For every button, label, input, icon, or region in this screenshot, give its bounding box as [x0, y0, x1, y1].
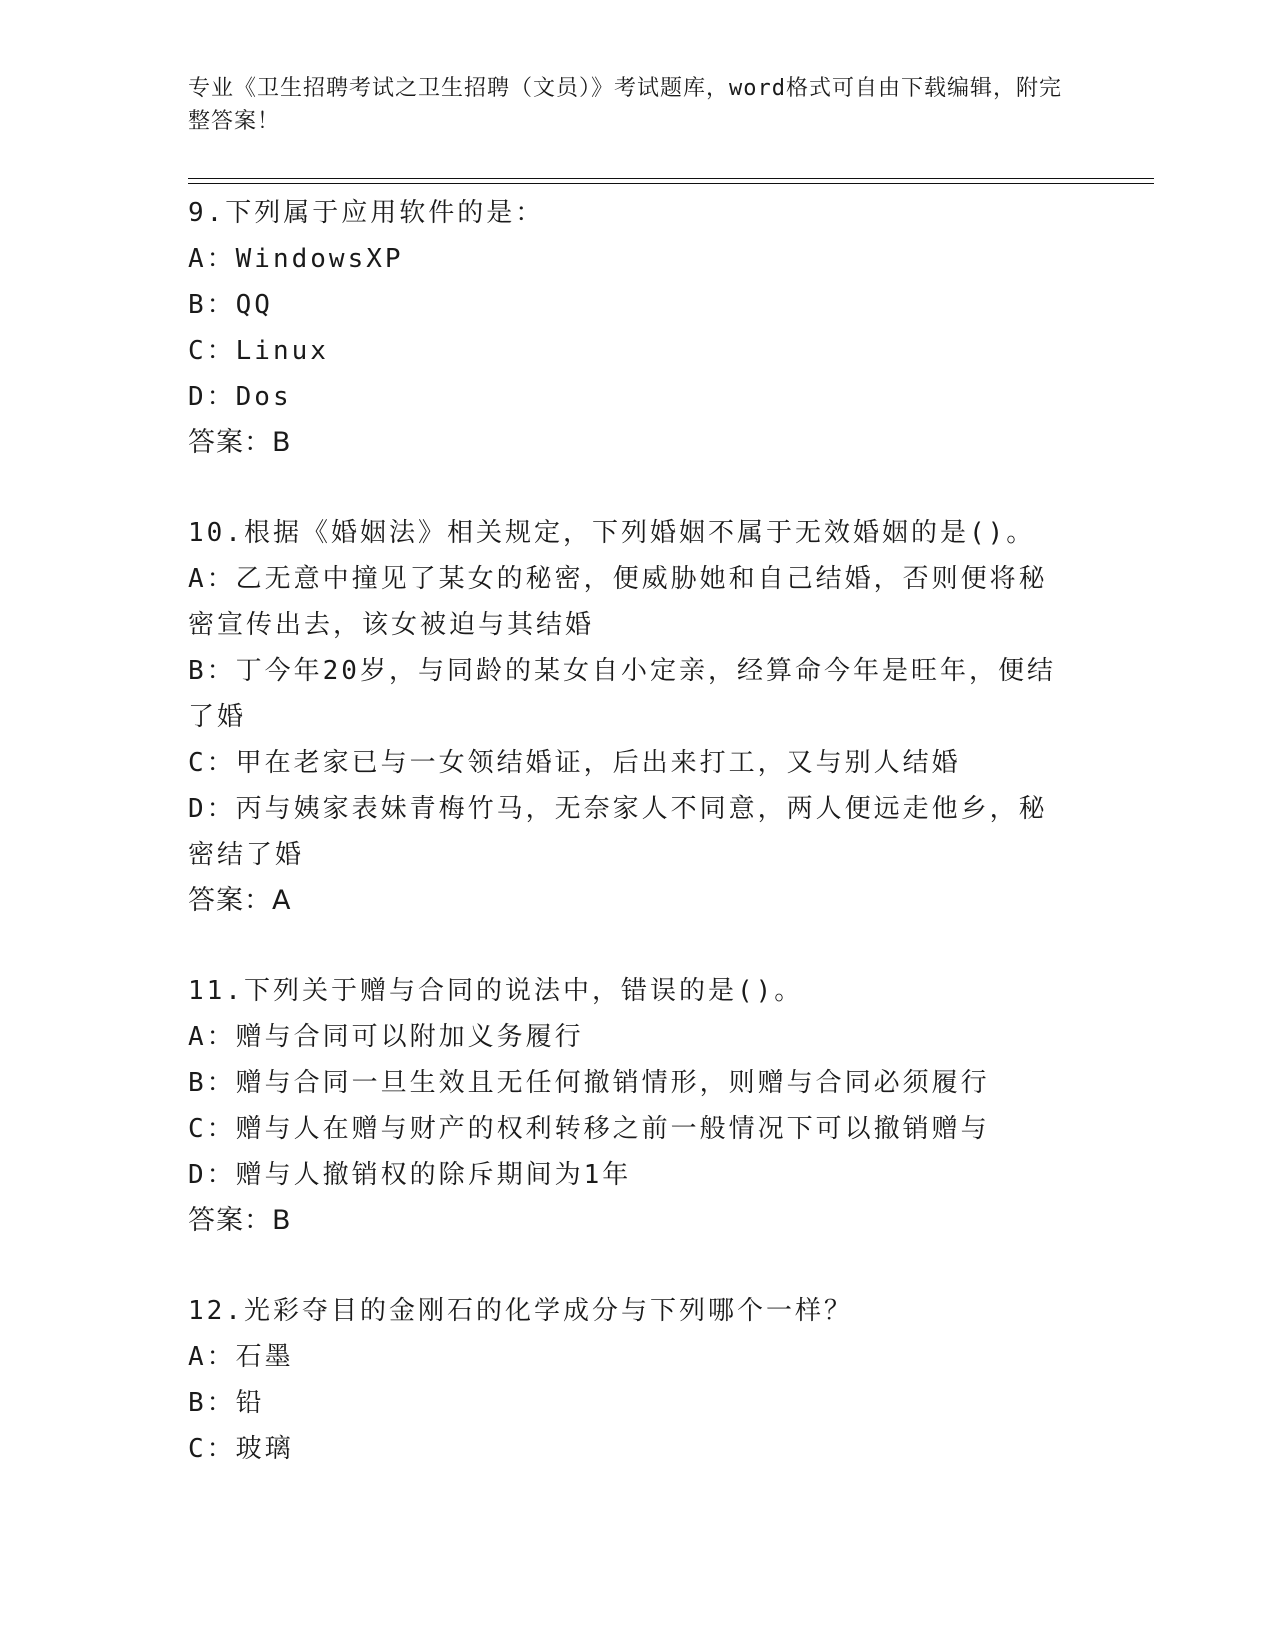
- question-stem: 10.根据《婚姻法》相关规定，下列婚姻不属于无效婚姻的是()。: [188, 518, 1036, 548]
- header-divider-bottom: [188, 183, 1154, 184]
- option-a: A：石墨: [188, 1342, 294, 1372]
- option-c: C：甲在老家已与一女领结婚证，后出来打工，又与别人结婚: [188, 748, 961, 778]
- option-a: A：WindowsXP: [188, 244, 404, 274]
- question-9: [188, 190, 1088, 466]
- question-10: [188, 510, 1088, 924]
- option-c: C：玻璃: [188, 1434, 294, 1464]
- answer-label: 答案：A: [188, 885, 292, 916]
- option-b: B：铅: [188, 1388, 265, 1418]
- option-c: C：Linux: [188, 336, 329, 366]
- option-b: B：QQ: [188, 290, 273, 320]
- option-a: A：赠与合同可以附加义务履行: [188, 1022, 584, 1052]
- option-d: D：丙与姨家表妹青梅竹马，无奈家人不同意，两人便远走他乡，秘密结了婚: [188, 794, 1048, 870]
- question-stem: 12.光彩夺目的金刚石的化学成分与下列哪个一样？: [188, 1296, 853, 1326]
- document-header: 专业《卫生招聘考试之卫生招聘（文员）》考试题库，word格式可自由下载编辑，附完整答案！: [188, 76, 1062, 134]
- option-b: B：赠与合同一旦生效且无任何撤销情形，则赠与合同必须履行: [188, 1068, 990, 1098]
- option-b: B：丁今年20岁，与同龄的某女自小定亲，经算命今年是旺年，便结了婚: [188, 656, 1056, 732]
- header-divider-top: [188, 178, 1154, 179]
- answer-label: 答案：B: [188, 427, 292, 458]
- answer-label: 答案：B: [188, 1205, 292, 1236]
- option-d: D：Dos: [188, 382, 292, 412]
- option-a: A：乙无意中撞见了某女的秘密，便威胁她和自己结婚，否则便将秘密宣传出去，该女被迫与其结婚: [188, 564, 1048, 640]
- question-stem: 9.下列属于应用软件的是：: [188, 198, 545, 228]
- question-stem: 11.下列关于赠与合同的说法中，错误的是()。: [188, 976, 804, 1006]
- option-c: C：赠与人在赠与财产的权利转移之前一般情况下可以撤销赠与: [188, 1114, 990, 1144]
- question-11: [188, 968, 1088, 1244]
- question-12: [188, 1288, 1088, 1472]
- option-d: D：赠与人撤销权的除斥期间为1年: [188, 1160, 632, 1190]
- question-list: [188, 190, 1088, 1516]
